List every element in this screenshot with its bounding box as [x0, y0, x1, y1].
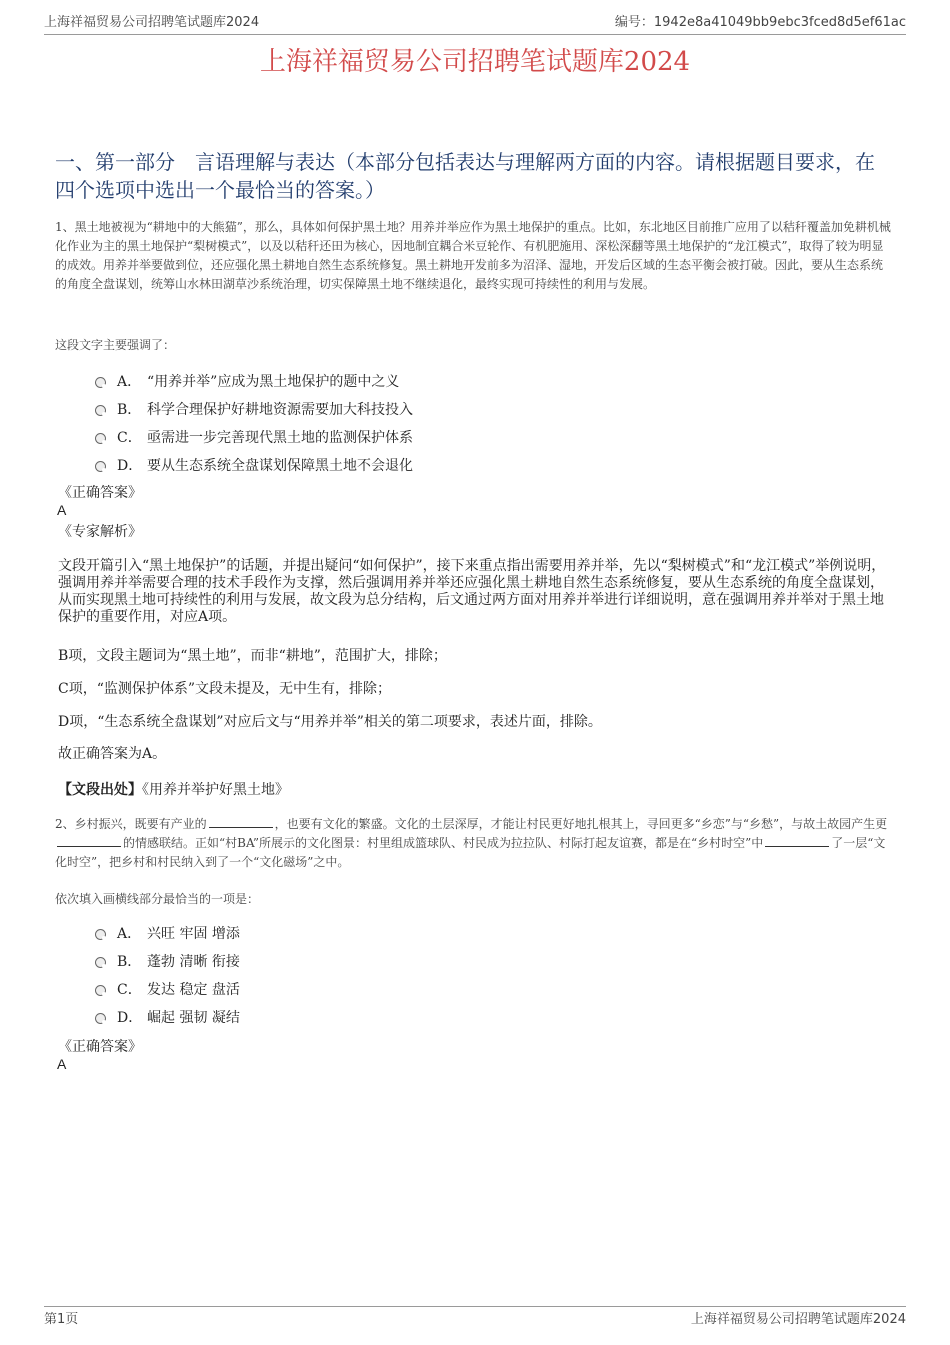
q1-analysis-b: B项，文段主题词为“黑土地”，而非“耕地”，范围扩大，排除； [58, 648, 447, 664]
radio-icon[interactable] [95, 957, 106, 968]
option-text: 发达 稳定 盘活 [147, 982, 240, 998]
option-letter: D． [117, 1010, 143, 1026]
q1-analysis-conclusion: 故正确答案为A。 [58, 746, 167, 762]
radio-icon[interactable] [95, 433, 106, 444]
option-text: 要从生态系统全盘谋划保障黑土地不会退化 [147, 458, 413, 474]
q1-source [58, 779, 289, 799]
q2-text-part-3: 的情感联结。正如“村BA”所展示的文化图景：村里组成篮球队、村民成为拉拉队、村际打起友谊赛，都是在“乡村时空”中 [123, 836, 764, 850]
q2-text-part-4: 了一层“文化时空”，把乡村和村民纳入到了一个“文化磁场”之中。 [55, 836, 886, 869]
q1-answer: A [57, 502, 67, 518]
question-2-prompt: 依次填入画横线部分最恰当的一项是： [55, 892, 260, 906]
page-number: 第1页 [44, 1312, 79, 1327]
footer-doc-name: 上海祥福贸易公司招聘笔试题库2024 [690, 1312, 906, 1327]
q2-answer-label: 《正确答案》 [58, 1039, 142, 1055]
question-2-text [55, 815, 892, 872]
radio-icon[interactable] [95, 985, 106, 996]
section-heading: 一、第一部分 言语理解与表达（本部分包括表达与理解两方面的内容。请根据题目要求，在四个选项中选出一个最恰当的答案。） [55, 150, 875, 202]
option-text: 科学合理保护好耕地资源需要加大科技投入 [147, 402, 413, 418]
q1-analysis-main: 文段开篇引入“黑土地保护”的话题，并提出疑问“如何保护”，接下来重点指出需要用养并举，先以“梨树模式”和“龙江模式”举例说明，强调用养并举需要合理的技术手段作为支撑，然后强调用养并举还应强化黑土耕地自然生态系统修复，要从生态系统的角度全盘谋划，从而实现黑土地可持续性的利用与发展，故文段为总分结构，后文通过两方面对用养并举进行详细说明，意在强调用养并举对于黑土地保护的重要作用，对应A项。 [58, 558, 886, 625]
option-letter: D． [117, 458, 143, 474]
q1-analysis-d: D项，“生态系统全盘谋划”对应后文与“用养并举”相关的第二项要求，表述片面，排除。 [58, 714, 602, 730]
option-text: “用养并举”应成为黑土地保护的题中之义 [147, 374, 400, 390]
radio-icon[interactable] [95, 929, 106, 940]
option-letter: C． [117, 430, 142, 446]
option-letter: A． [117, 926, 142, 942]
source-label: 【文段出处】 [58, 782, 142, 798]
question-1-text: 1、黑土地被视为“耕地中的大熊猫”，那么，具体如何保护黑土地？用养并举应作为黑土地保护的重点。比如，东北地区目前推广应用了以秸秆覆盖加免耕机械化作业为主的黑土地保护“梨树模式”，以及以秸秆还田为核心，因地制宜耦合米豆轮作、有机肥施用、深松深翻等黑土地保护的“龙江模式”，取得了较为明显的成效。用养并举要做到位，还应强化黑土耕地自然生态系统修复。黑土耕地开发前多为沼泽、湿地，开发后区域的生态平衡会被打破。因此，要从生态系统的角度全盘谋划，统筹山水林田湖草沙系统治理，切实保障黑土地不继续退化，最终实现可持续性的利用与发展。 [55, 220, 891, 291]
page-footer [44, 1306, 906, 1333]
fill-blank-3[interactable] [765, 834, 829, 847]
q2-answer: A [57, 1056, 67, 1072]
question-1-prompt: 这段文字主要强调了： [55, 338, 176, 352]
option-letter: A． [117, 374, 142, 390]
q1-analysis-label: 《专家解析》 [58, 524, 142, 540]
q1-answer-label: 《正确答案》 [58, 485, 142, 501]
fill-blank-2[interactable] [57, 834, 121, 847]
source-title: 《用养并举护好黑土地》 [142, 782, 289, 798]
option-text: 兴旺 牢固 增添 [147, 926, 240, 942]
document-title: 上海祥福贸易公司招聘笔试题库2024 [259, 47, 691, 77]
option-text: 蓬勃 清晰 衔接 [147, 954, 240, 970]
option-text: 亟需进一步完善现代黑土地的监测保护体系 [147, 430, 413, 446]
radio-icon[interactable] [95, 377, 106, 388]
radio-icon[interactable] [95, 461, 106, 472]
q2-text-part-1: 2、乡村振兴，既要有产业的 [55, 817, 207, 831]
page-header [44, 12, 906, 35]
option-text: 崛起 强韧 凝结 [147, 1010, 240, 1026]
q2-text-part-2: ，也要有文化的繁盛。文化的土层深厚，才能让村民更好地扎根其上，寻回更多“乡恋”与“乡愁”，与故土故园产生更 [274, 817, 888, 831]
option-letter: B． [117, 402, 142, 418]
q1-analysis-c: C项，“监测保护体系”文段未提及，无中生有，排除； [58, 681, 392, 697]
radio-icon[interactable] [95, 405, 106, 416]
fill-blank-1[interactable] [209, 815, 273, 828]
header-doc-id: 编号：1942e8a41049bb9ebc3fced8d5ef61ac [614, 15, 906, 30]
header-doc-name: 上海祥福贸易公司招聘笔试题库2024 [44, 15, 260, 30]
option-letter: C． [117, 982, 142, 998]
option-letter: B． [117, 954, 142, 970]
radio-icon[interactable] [95, 1013, 106, 1024]
